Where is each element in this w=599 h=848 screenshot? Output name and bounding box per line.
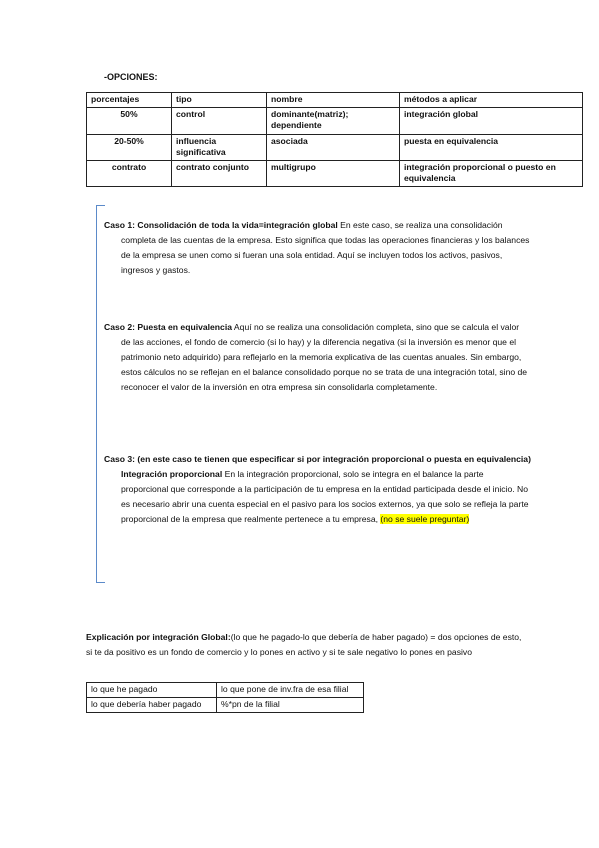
cell-percentage: 20-50% [87,134,172,160]
calc-table [86,682,364,713]
table-row [87,134,583,160]
header-percentages: porcentajes [87,93,172,108]
cell-name: dominante(matriz); dependiente [267,108,400,134]
case-3-highlight: (no se suele preguntar) [380,514,470,524]
case-3-body: En la integración proporcional, solo se integra en el balance la parte proporcional que corresponde a la participación de tu empresa en la entidad participada desde el inicio. No es necesario abrir una cuenta especial en el pasivo para los socios externos, ya que solo se refleja la parte proporcional de la empresa que realmente pertenece a tu empresa, [121,469,529,524]
table-row [87,160,583,186]
case-1-body: En este caso, se realiza una consolidación completa de las cuentas de la empresa. Esto significa que todas las operaciones financieras y los balances de la empresa se unen como si fueran una sola entidad. Aquí se incluyen todos los activos, pasivos, ingresos y gastos. [121,220,530,275]
header-methods: métodos a aplicar [400,93,583,108]
options-heading: -OPCIONES: [104,72,158,82]
case-1-title: Caso 1: Consolidación de toda la vida=integración global [104,220,338,230]
table-row [87,108,583,134]
cell-name: multigrupo [267,160,400,186]
case-2-paragraph [104,320,531,395]
cell-percentage: contrato [87,160,172,186]
cell-method: integración global [400,108,583,134]
header-type: tipo [172,93,267,108]
global-explanation-title: Explicación por integración Global: [86,632,231,642]
cell-type: influencia significativa [172,134,267,160]
cell-type: contrato conjunto [172,160,267,186]
cell-name: asociada [267,134,400,160]
case-2-title: Caso 2: Puesta en equivalencia [104,322,233,332]
table-row [87,698,364,713]
calc-value: %*pn de la filial [217,698,364,713]
cell-method: integración proporcional o puesto en equivalencia [400,160,583,186]
case-1-paragraph [104,218,531,278]
case-2-body: Aquí no se realiza una consolidación completa, sino que se calcula el valor de las acciones, el fondo de comercio (si lo hay) y la diferencia negativa (si la inversión es menor que el patrimonio neto adquirido) para reflejarlo en la memoria explicativa de las cuentas anuales. Sin embargo, estos cálculos no se reflejan en el balance consolidado porque no se trata de una integración total, sino de reconocer el valor de la inversión en otra empresa sin consolidarla completamente. [121,322,528,392]
global-explanation-body: (lo que he pagado-lo que debería de haber pagado) = dos opciones de esto, si te da positivo es un fondo de comercio y lo pones en activo y si te sale negativo lo pones en pasivo [86,632,522,657]
case-3-paragraph [104,452,531,527]
cell-type: control [172,108,267,134]
table-header-row [87,93,583,108]
calc-label: lo que debería haber pagado [87,698,217,713]
options-table [86,92,583,187]
calc-value: lo que pone de inv.fra de esa filial [217,683,364,698]
calc-label: lo que he pagado [87,683,217,698]
table-row [87,683,364,698]
header-name: nombre [267,93,400,108]
cell-method: puesta en equivalencia [400,134,583,160]
global-explanation [86,630,526,660]
cell-percentage: 50% [87,108,172,134]
case-3-title: Caso 3: (en este caso te tienen que especificar si por integración proporcional o puesta en equivalencia) Integración proporcional [104,454,531,479]
